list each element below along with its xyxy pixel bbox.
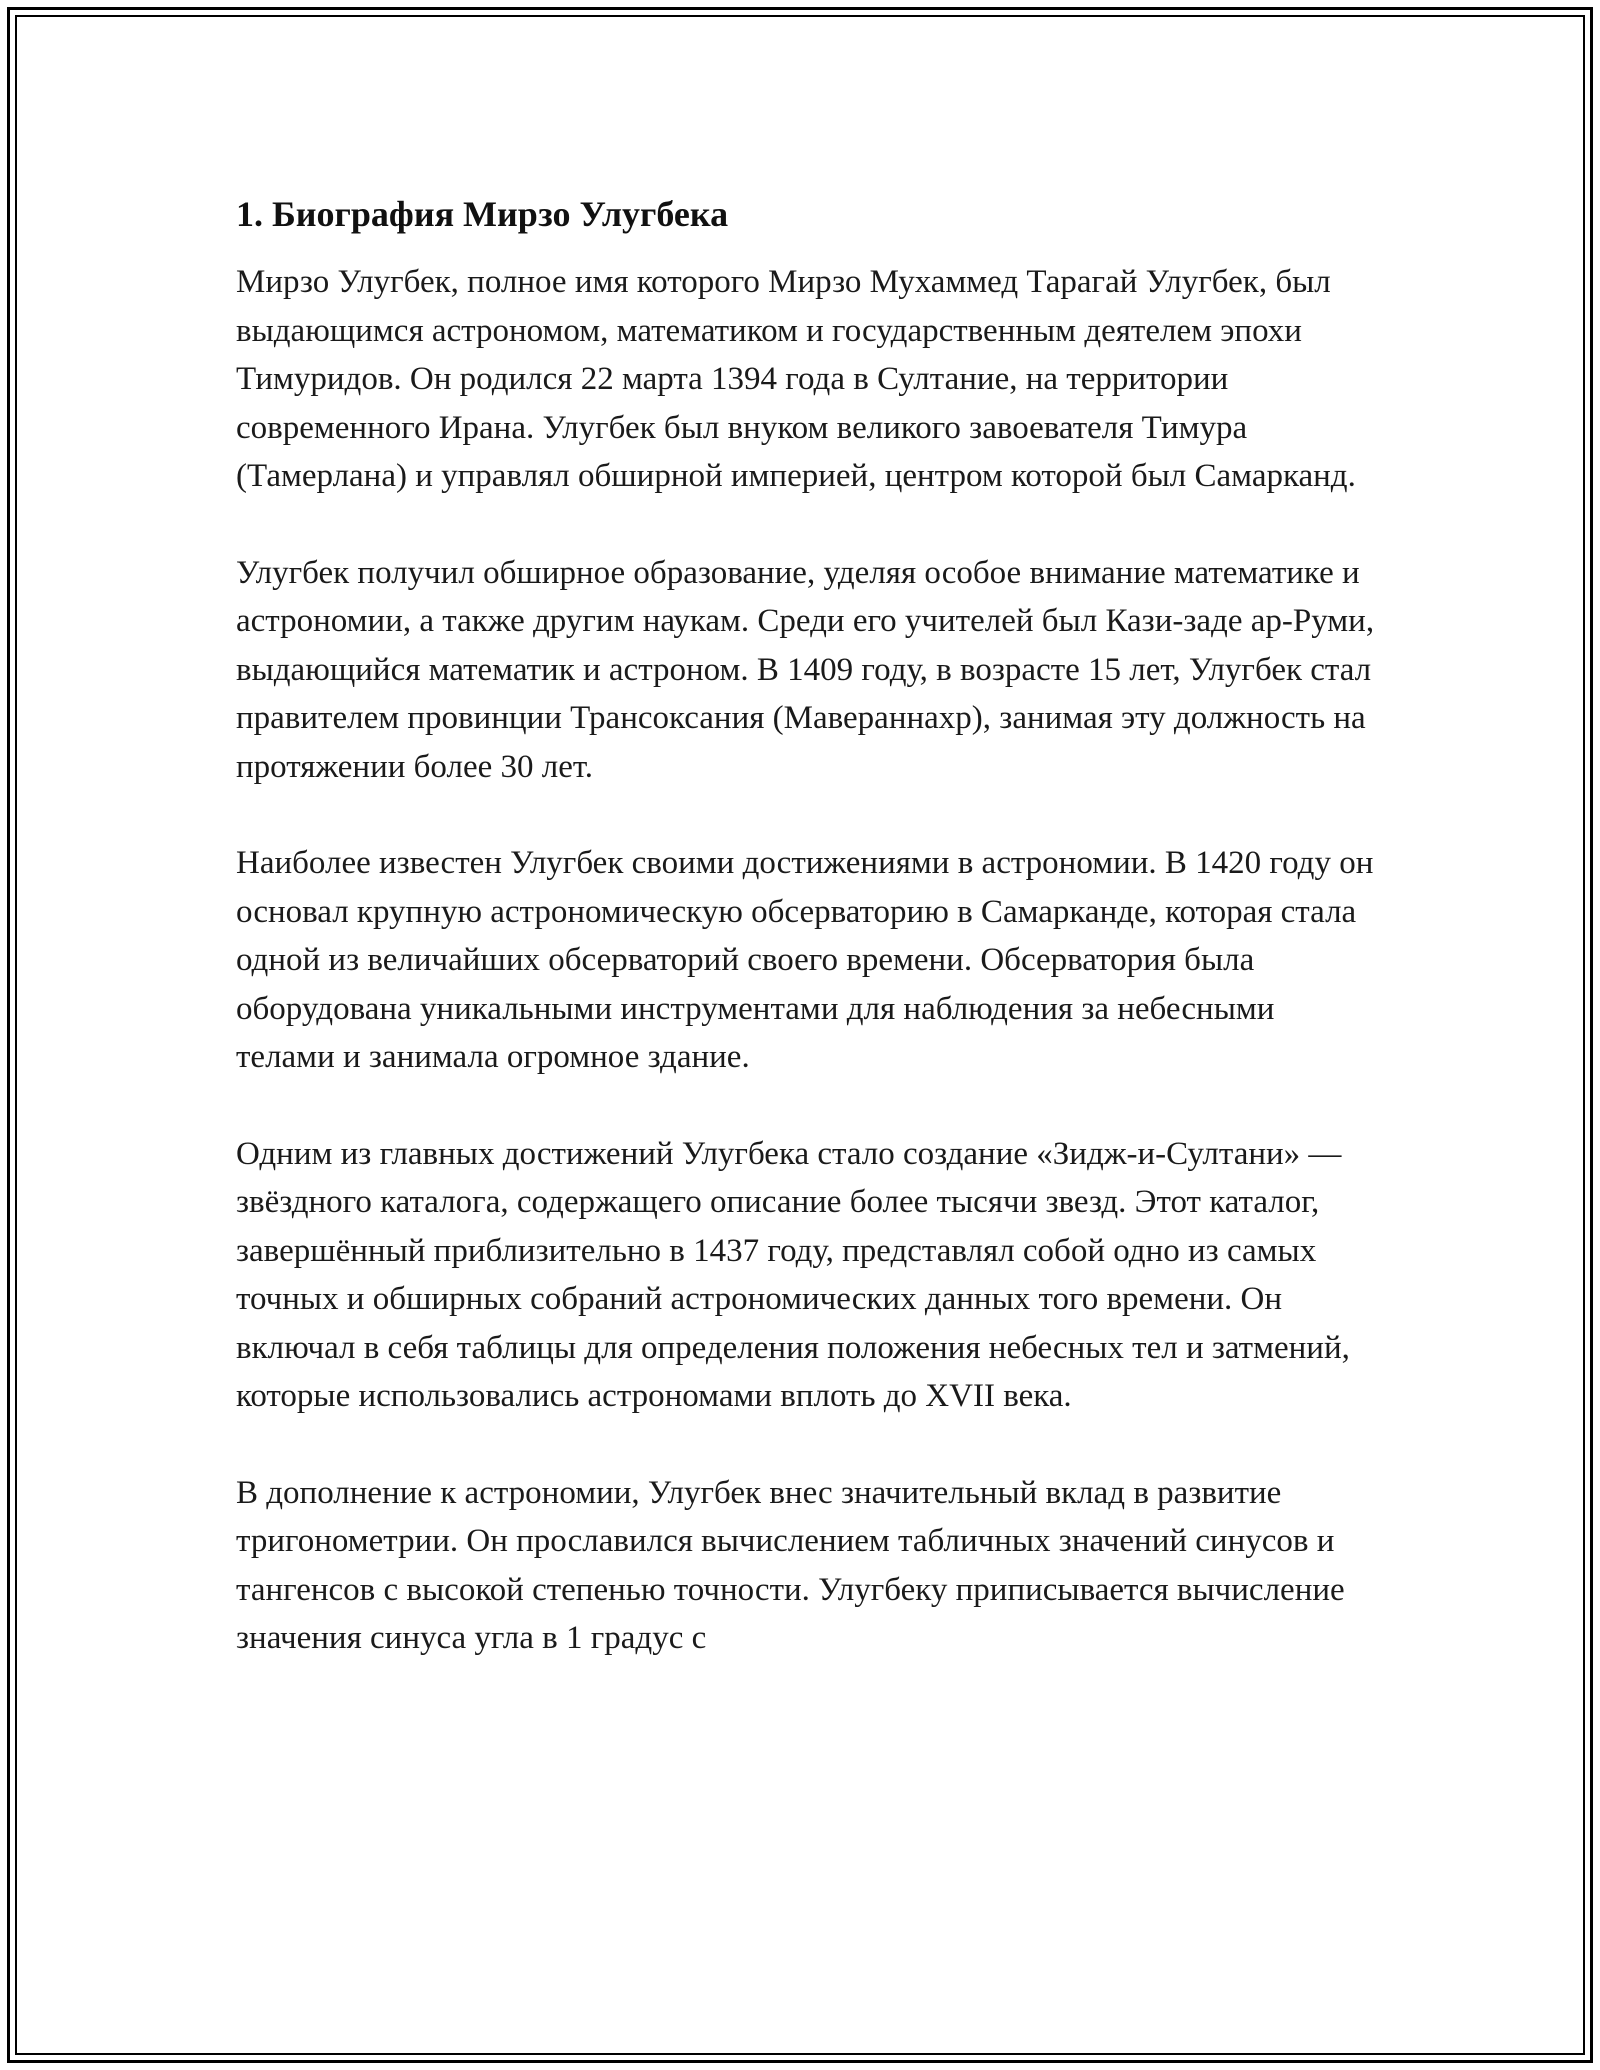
paragraph-5: В дополнение к астрономии, Улугбек внес значительный вклад в развитие тригонометрии. Он прославился вычислением табличных значений синусов и тангенсов с высокой степенью точности. Улугбеку приписывается вычисление значения синуса угла в 1 градус с [236,1474,1345,1656]
paragraph-3: Наиболее известен Улугбек своими достижениями в астрономии. В 1420 году он основал крупную астрономическую обсерваторию в Самарканде, которая стала одной из величайших обсерваторий своего времени. Обсерватория была оборудована уникальными инструментами для наблюдения за небесными телами и занимала огромное здание. [236,845,1374,1075]
paragraph-4: Одним из главных достижений Улугбека стало создание «Зидж-и-Султани» — звёздного каталога, содержащего описание более тысячи звезд. Этот каталог, завершённый приблизительно в 1437 году, представлял собой одно из самых точных и обширных собраний астрономических данных того времени. Он включал в себя таблицы для определения положения небесных тел и затмений, которые использовались астрономами вплоть до XVII века. [236,1135,1350,1414]
document-body [236,188,1376,1663]
section-heading: 1. Биография Мирзо Улугбека [236,194,729,234]
paragraph-2: Улугбек получил обширное образование, уделяя особое внимание математике и астрономии, а также другим наукам. Среди его учителей был Кази-заде ар-Руми, выдающийся математик и астроном. В 1409 году, в возрасте 15 лет, Улугбек стал правителем провинции Трансоксания (Мавераннахр), занимая эту должность на протяжении более 30 лет. [236,554,1375,785]
paragraph-1: Мирзо Улугбек, полное имя которого Мирзо Мухаммед Тарагай Улугбек, был выдающимся астрономом, математиком и государственным деятелем эпохи Тимуридов. Он родился 22 марта 1394 года в Султание, на территории современного Ирана. Улугбек был внуком великого завоевателя Тимура (Тамерлана) и управлял обширной империей, центром которой был Самарканд. [236,264,1356,494]
